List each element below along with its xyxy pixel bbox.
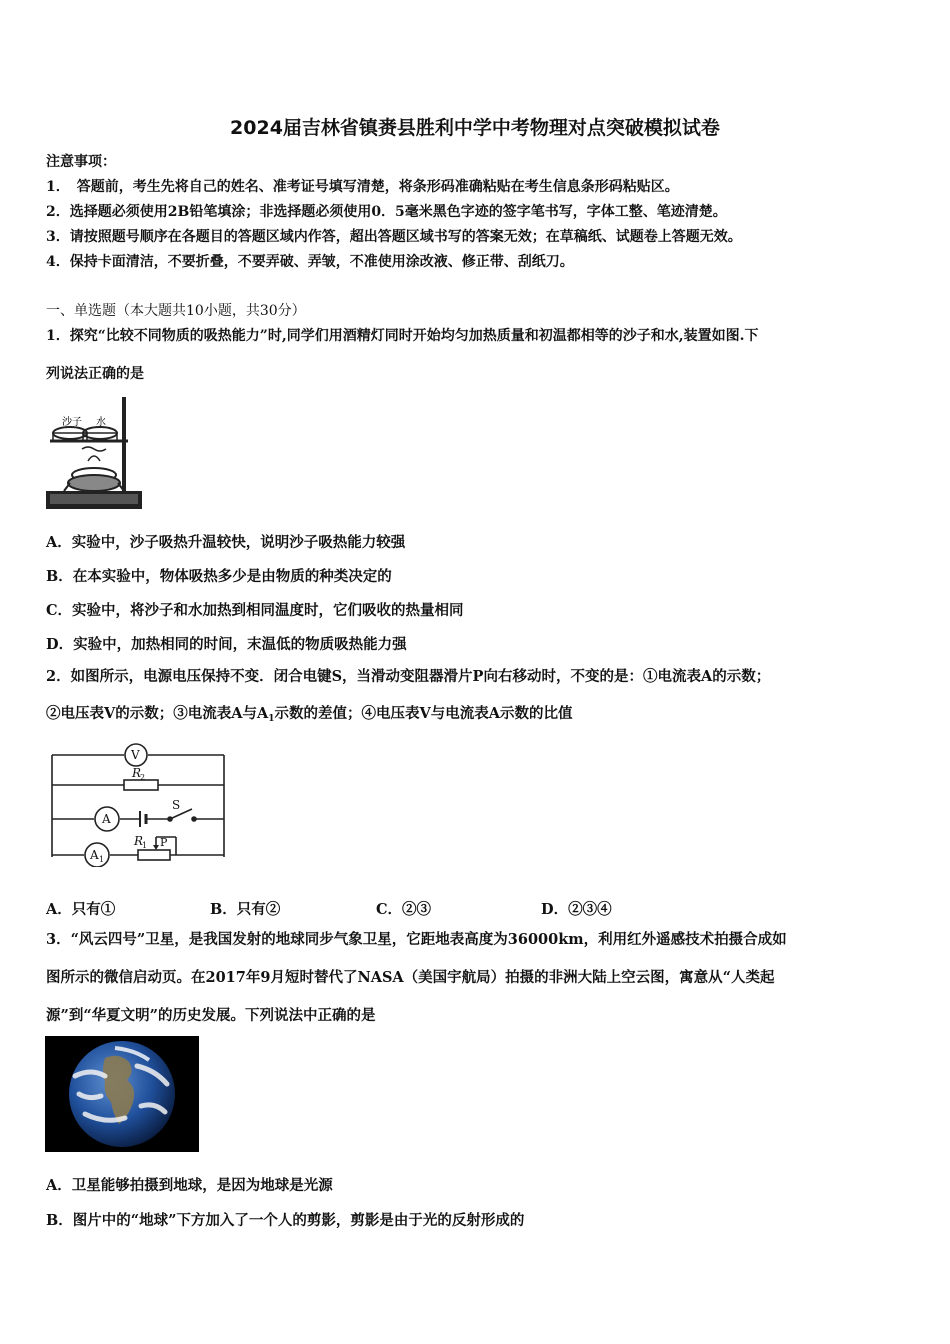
q1-stem-line2: 列说法正确的是: [46, 366, 144, 382]
svg-text:P: P: [160, 836, 168, 849]
q2-stem-line2: ②电压表V的示数；③电流表A与$A_1$示数的差值；④电压表V与电流表A示数的比值: [46, 705, 573, 724]
notice-item: 4．保持卡面清洁，不要折叠，不要弄破、弄皱，不准使用涂改液、修正带、刮纸刀。: [46, 254, 574, 270]
q3-stem-line1: 3．“风云四号”卫星，是我国发射的地球同步气象卫星，它距地表高度为36000km，利用红外遥感技术拍摄合成如: [46, 931, 787, 948]
svg-text:R: R: [134, 834, 144, 848]
q3-option-b: B．图片中的“地球”下方加入了一个人的剪影，剪影是由于光的反射形成的: [46, 1212, 525, 1229]
q3-stem-line2: 图所示的微信启动页。在2017年9月短时替代了NASA（美国宇航局）拍摄的非洲大陆上空云图，寓意从“人类起: [46, 969, 775, 986]
q3-option-a: A．卫星能够拍摄到地球，是因为地球是光源: [46, 1177, 333, 1194]
q3-stem-line3: 源”到“华夏文明”的历史发展。下列说法中正确的是: [46, 1007, 376, 1024]
apparatus-stand-rod: [122, 397, 126, 493]
notice-item: 3．请按照题号顺序在各题目的答题区域内作答，超出答题区域书写的答案无效；在草稿纸、试题卷上答题无效。: [46, 229, 742, 245]
section-heading: 一、单选题（本大题共10小题，共30分）: [46, 303, 306, 319]
svg-text:2: 2: [140, 773, 146, 782]
page-title: 2024届吉林省镇赉县胜利中学中考物理对点突破模拟试卷: [230, 117, 720, 139]
q2-option-d: D．②③④: [541, 901, 612, 918]
q2-stem-line1: 2．如图所示，电源电压保持不变．闭合电键S，当滑动变阻器滑片P向右移动时，不变的是：①电流表A的示数；: [46, 668, 771, 685]
q2-option-a: A．只有①: [46, 901, 116, 918]
q1-option-d: D．实验中，加热相同的时间，末温低的物质吸热能力强: [46, 636, 407, 653]
svg-text:1: 1: [99, 855, 105, 864]
heating-apparatus-figure: [44, 393, 146, 515]
q1-option-b: B．在本实验中，物体吸热多少是由物质的种类决定的: [46, 568, 392, 585]
q2-option-c: C．②③: [376, 901, 432, 918]
notice-item: 2．选择题必须使用2B铅笔填涂；非选择题必须使用0．5毫米黑色字迹的签字笔书写，字体工整、笔迹清楚。: [46, 204, 727, 220]
q1-option-c: C．实验中，将沙子和水加热到相同温度时，它们吸收的热量相同: [46, 602, 464, 619]
svg-text:A: A: [102, 812, 111, 826]
earth-photo: [45, 1036, 199, 1152]
q2-option-b: B．只有②: [210, 901, 281, 918]
circuit-diagram: [44, 737, 232, 867]
q1-stem-line1: 1．探究“比较不同物质的吸热能力”时,同学们用酒精灯同时开始均匀加热质量和初温都相等的沙子和水,装置如图.下: [46, 328, 759, 344]
rheostat-r1: [138, 850, 170, 860]
water-label: 水: [96, 417, 106, 428]
q1-option-a: A．实验中，沙子吸热升温较快，说明沙子吸热能力较强: [46, 534, 406, 551]
svg-text:S: S: [172, 798, 181, 812]
sand-label: 沙子: [62, 417, 82, 428]
flame: [88, 456, 100, 461]
svg-text:V: V: [131, 748, 140, 762]
notice-item: 1． 答题前，考生先将自己的姓名、准考证号填写清楚，将条形码准确粘贴在考生信息条形码粘贴区。: [46, 179, 679, 195]
svg-text:1: 1: [142, 841, 148, 850]
svg-text:A: A: [90, 848, 99, 862]
notice-heading: 注意事项：: [46, 154, 116, 170]
svg-text:R: R: [132, 766, 142, 780]
